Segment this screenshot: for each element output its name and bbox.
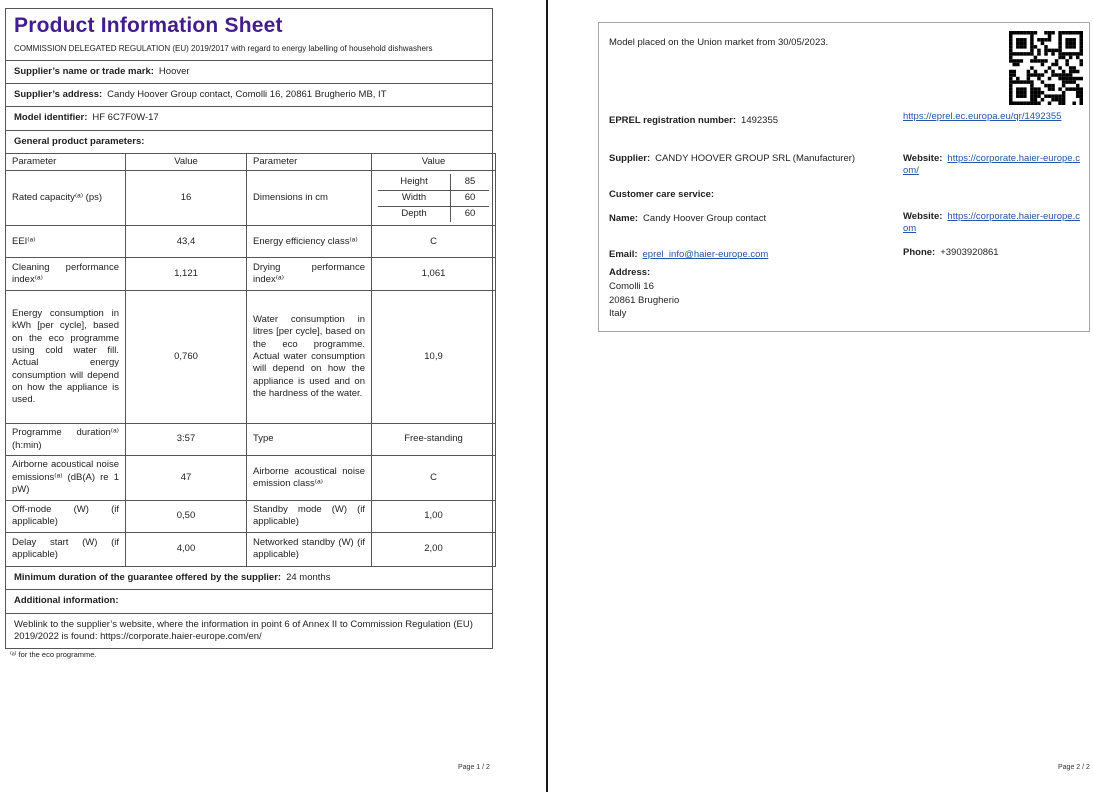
- eprel-link-wrap: [903, 111, 1085, 123]
- phone-value: +3903920861: [940, 247, 999, 258]
- guarantee-row: [6, 567, 492, 590]
- page-divider: [546, 0, 548, 792]
- supplier-value: CANDY HOOVER GROUP SRL (Manufacturer): [655, 153, 856, 164]
- supplier-row: [609, 153, 901, 165]
- page-number-2: Page 2 / 2: [1058, 764, 1090, 771]
- value-cell: 1,00: [372, 500, 496, 532]
- email-label: Email:: [609, 249, 638, 260]
- table-row: [6, 455, 496, 500]
- param-cell: Programme duration⁽ᵃ⁾ (h:min): [6, 424, 126, 456]
- param-cell: Energy consumption in kWh [per cycle], based on the eco programme using cold water fill. Actual energy consumption will depend on how the appliance is used.: [6, 291, 126, 424]
- supplier-name-value: Hoover: [158, 65, 190, 77]
- dimension-value: 60: [451, 206, 489, 222]
- param-cell: Water consumption in litres [per cycle], based on the eco programme. Actual water consumption will depend on how the appliance is used and on the hardness of the water.: [247, 291, 372, 424]
- dimensions-cell: [372, 171, 496, 226]
- phone-label: Phone:: [903, 247, 936, 258]
- page-title: Product Information Sheet: [14, 14, 283, 37]
- dimension-row: [378, 206, 489, 222]
- param-cell: Delay start (W) (if applicable): [6, 532, 126, 566]
- value-cell: 16: [126, 171, 247, 226]
- address-line: Italy: [609, 308, 627, 320]
- eprel-value: 1492355: [741, 115, 779, 126]
- customer-care-label: Customer care service:: [609, 189, 715, 200]
- parameters-table: [5, 153, 496, 567]
- supplier-address-label: Supplier’s address:: [14, 88, 103, 100]
- product-information-sheet: [5, 8, 493, 649]
- supplier-name-row: [6, 61, 492, 84]
- value-cell: C: [372, 226, 496, 258]
- param-cell: EEI⁽ᵃ⁾: [6, 226, 126, 258]
- additional-info-label: Additional information:: [14, 595, 119, 607]
- param-cell: Energy efficiency class⁽ᵃ⁾: [247, 226, 372, 258]
- supplier-name-label: Supplier’s name or trade mark:: [14, 65, 154, 77]
- header-parameter-1: Parameter: [6, 153, 126, 170]
- param-cell: Drying performance index⁽ᵃ⁾: [247, 258, 372, 291]
- care-website-link[interactable]: https://corporate.haier-europe.com: [903, 211, 1080, 235]
- dimension-row: [378, 174, 489, 190]
- address-label: Address:: [609, 267, 651, 278]
- dimension-row: [378, 190, 489, 206]
- table-header-row: [6, 153, 496, 170]
- param-cell: Off-mode (W) (if applicable): [6, 500, 126, 532]
- param-cell: Dimensions in cm: [247, 171, 372, 226]
- general-parameters-row: [6, 131, 492, 153]
- guarantee-value: 24 months: [286, 571, 331, 583]
- email-row: [609, 249, 768, 261]
- name-value: Candy Hoover Group contact: [643, 213, 767, 224]
- param-cell: Airborne acoustical noise emission class⁽ᵃ⁾: [247, 455, 372, 500]
- eprel-qr-link[interactable]: https://eprel.ec.europa.eu/qr/1492355: [903, 111, 1062, 122]
- weblink-row: [6, 614, 492, 649]
- model-identifier-row: [6, 107, 492, 130]
- supplier-label: Supplier:: [609, 153, 651, 164]
- dimension-label: Depth: [378, 206, 451, 222]
- weblink-text: Weblink to the supplier’s website, where the information in point 6 of Annex II to Commission Regulation (EU) 2019/2022 is found:: [14, 618, 473, 642]
- value-cell: 1,061: [372, 258, 496, 291]
- value-cell: 10,9: [372, 291, 496, 424]
- param-cell: Rated capacity⁽ᵃ⁾ (ps): [6, 171, 126, 226]
- dimension-label: Height: [400, 175, 428, 187]
- value-cell: 3:57: [126, 424, 247, 456]
- param-cell: Standby mode (W) (if applicable): [247, 500, 372, 532]
- email-link[interactable]: eprel_info@haier-europe.com: [642, 249, 769, 260]
- title-block: [6, 9, 492, 61]
- manufacturer-website-row: [903, 153, 1085, 178]
- care-website-row: [903, 211, 1085, 236]
- table-row: [6, 500, 496, 532]
- address-line: Comolli 16: [609, 280, 654, 292]
- dimension-label: Width: [378, 190, 451, 206]
- dimension-value: 60: [451, 190, 489, 206]
- weblink-url: https://corporate.haier-europe.com/en/: [100, 630, 262, 642]
- eprel-registration-row: [609, 115, 899, 127]
- eco-programme-footnote: ⁽ᵃ⁾ for the eco programme.: [10, 650, 97, 659]
- param-cell: Cleaning performance index⁽ᵃ⁾: [6, 258, 126, 291]
- table-row: [6, 532, 496, 566]
- supplier-info-box: [598, 22, 1090, 332]
- value-cell: C: [372, 455, 496, 500]
- supplier-address-row: [6, 84, 492, 107]
- supplier-address-value: Candy Hoover Group contact, Comolli 16, 20861 Brugherio MB, IT: [107, 88, 387, 100]
- value-cell: Free-standing: [372, 424, 496, 456]
- table-row: [6, 226, 496, 258]
- header-value-1: Value: [126, 153, 247, 170]
- contact-name-row: [609, 213, 901, 225]
- value-cell: 0,50: [126, 500, 247, 532]
- model-identifier-value: HF 6C7F0W-17: [92, 112, 159, 124]
- website-label: Website:: [903, 153, 943, 164]
- header-parameter-2: Parameter: [247, 153, 372, 170]
- model-identifier-label: Model identifier:: [14, 112, 88, 124]
- value-cell: 0,760: [126, 291, 247, 424]
- table-row: [6, 258, 496, 291]
- param-cell: Airborne acoustical noise emissions⁽ᵃ⁾ (dB(A) re 1 pW): [6, 455, 126, 500]
- dimensions-subtable: [378, 174, 489, 222]
- qr-code: [1009, 31, 1083, 105]
- param-cell: Type: [247, 424, 372, 456]
- website-label: Website:: [903, 211, 943, 222]
- general-parameters-label: General product parameters:: [14, 135, 145, 147]
- value-cell: 47: [126, 455, 247, 500]
- table-row: [6, 171, 496, 226]
- table-row: [6, 424, 496, 456]
- address-block: [609, 266, 679, 321]
- header-value-2: Value: [372, 153, 496, 170]
- value-cell: 2,00: [372, 532, 496, 566]
- dimension-value: 85: [451, 174, 489, 190]
- value-cell: 4,00: [126, 532, 247, 566]
- phone-row: [903, 247, 999, 259]
- value-cell: 1,121: [126, 258, 247, 291]
- param-cell: Networked standby (W) (if applicable): [247, 532, 372, 566]
- market-placement-line: Model placed on the Union market from 30/05/2023.: [609, 37, 829, 48]
- eprel-label: EPREL registration number:: [609, 115, 737, 126]
- manufacturer-website-link[interactable]: https://corporate.haier-europe.com/: [903, 153, 1080, 177]
- regulation-subtitle: COMMISSION DELEGATED REGULATION (EU) 2019/2017 with regard to energy labelling of household dishwashers: [14, 44, 433, 54]
- page-number-1: Page 1 / 2: [458, 764, 490, 771]
- name-label: Name:: [609, 213, 639, 224]
- additional-info-row: [6, 590, 492, 613]
- value-cell: 43,4: [126, 226, 247, 258]
- guarantee-label: Minimum duration of the guarantee offered by the supplier:: [14, 571, 282, 583]
- table-row: [6, 291, 496, 424]
- address-line: 20861 Brugherio: [609, 294, 680, 306]
- customer-care-heading: [609, 189, 714, 201]
